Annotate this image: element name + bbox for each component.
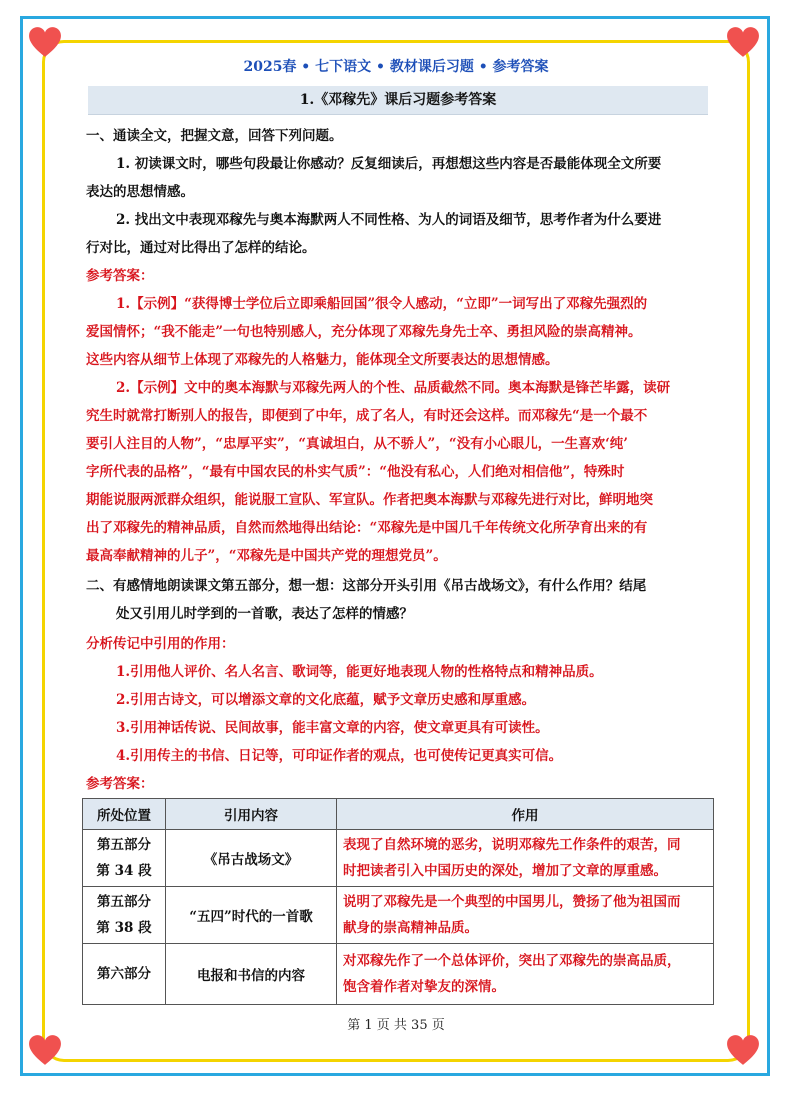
effect-text: 对邓稼先作了一个总体评价，突出了邓稼先的崇高品质， (343, 953, 681, 969)
answer-1-line: 爱国情怀；“我不能走”一句也特别感人，充分体现了邓稼先身先士卒、勇担风险的崇高精神。 (86, 324, 642, 340)
question-1-line2: 表达的思想情感。 (86, 184, 194, 200)
answer-label: 参考答案： (86, 268, 154, 284)
effect-text: 说明了邓稼先是一个典型的中国男儿，赞扬了他为祖国而 (343, 894, 681, 910)
content-cell: “五四”时代的一首歌 (166, 887, 337, 944)
column-header: 作用 (337, 799, 714, 830)
answer-1-line: 1.【示例】“获得博士学位后立即乘船回国”很令人感动，“立即”一词写出了邓稼先强烈的 (116, 296, 648, 312)
table-row (83, 944, 714, 1005)
answer-1-line: 这些内容从细节上体现了邓稼先的人格魅力，能体现全文所要表达的思想情感。 (86, 352, 559, 368)
answer-2-line: 2.【示例】文中的奥本海默与邓稼先两人的个性、品质截然不同。奥本海默是锋芒毕露，读研 (116, 380, 671, 396)
effect-text: 饱含着作者对挚友的深情。 (343, 979, 505, 995)
answer-2-line: 要引人注目的人物”，“忠厚平实”，“真诚坦白，从不骄人”，“没有小心眼儿，一生喜欢‘纯’ (86, 436, 628, 452)
position-text: 第 34 段 (96, 863, 152, 879)
content-cell: 电报和书信的内容 (166, 944, 337, 1005)
position-cell (83, 944, 166, 1005)
heart-icon (726, 26, 760, 58)
question-2-line1: 2. 找出文中表现邓稼先与奥本海默两人不同性格、为人的词语及细节，思考作者为什么要进 (116, 212, 662, 228)
position-cell (83, 887, 166, 944)
answer-label-2: 参考答案： (86, 776, 154, 792)
answer-2-line: 究生时就常打断别人的报告，即便到了中年，成了名人，有时还会这样。而邓稼先“是一个最不 (86, 408, 648, 424)
position-text: 第六部分 (97, 966, 151, 982)
answer-2-line: 出了邓稼先的精神品质，自然而然地得出结论：“邓稼先是中国几千年传统文化所孕育出来的有 (86, 520, 648, 536)
effect-text: 时把读者引入中国历史的深处，增加了文章的厚重感。 (343, 863, 667, 879)
content-cell: 《吊古战场文》 (166, 830, 337, 887)
effect-text: 表现了自然环境的恶劣，说明邓稼先工作条件的艰苦，同 (343, 837, 681, 853)
position-text: 第五部分 (97, 837, 151, 853)
analysis-point: 2.引用古诗文，可以增添文章的文化底蕴，赋予文章历史感和厚重感。 (116, 692, 536, 708)
column-header: 引用内容 (166, 799, 337, 830)
section-title: 1.《邓稼先》课后习题参考答案 (88, 86, 708, 115)
effect-cell (337, 887, 714, 944)
table-row (83, 830, 714, 887)
position-cell (83, 830, 166, 887)
heart-icon (28, 1034, 62, 1066)
answer-2-line: 最高奉献精神的儿子”，“邓稼先是中国共产党的理想党员”。 (86, 548, 447, 564)
analysis-point: 1.引用他人评价、名人名言、歌词等，能更好地表现人物的性格特点和精神品质。 (116, 664, 603, 680)
effect-cell (337, 944, 714, 1005)
position-text: 第五部分 (97, 894, 151, 910)
effect-cell (337, 830, 714, 887)
question-1-line1: 1. 初读课文时，哪些句段最让你感动？反复细读后，再想想这些内容是否最能体现全文所要 (116, 156, 662, 172)
position-text: 第 38 段 (96, 920, 152, 936)
column-header: 所处位置 (83, 799, 166, 830)
analysis-label: 分析传记中引用的作用： (86, 636, 235, 652)
table-header-row (83, 799, 714, 830)
analysis-point: 4.引用传主的书信、日记等，可印证作者的观点，也可使传记更真实可信。 (116, 748, 563, 764)
part1-heading: 一、通读全文，把握文意，回答下列问题。 (86, 128, 343, 144)
heart-icon (28, 26, 62, 58)
page-number: 第 1 页 共 35 页 (347, 1018, 445, 1033)
question-2-line2: 行对比，通过对比得出了怎样的结论。 (86, 240, 316, 256)
effect-text: 献身的崇高精神品质。 (343, 920, 478, 936)
analysis-point: 3.引用神话传说、民间故事，能丰富文章的内容，使文章更具有可读性。 (116, 720, 549, 736)
answer-2-line: 期能说服两派群众组织，能说服工宣队、军宣队。作者把奥本海默与邓稼先进行对比，鲜明地突 (86, 492, 653, 508)
part2-heading-line1: 二、有感情地朗读课文第五部分，想一想：这部分开头引用《吊古战场文》，有什么作用？结尾 (86, 578, 647, 594)
table-row (83, 887, 714, 944)
part2-heading-line2: 处又引用儿时学到的一首歌，表达了怎样的情感？ (116, 606, 413, 622)
document-title: 2025春 • 七下语文 • 教材课后习题 • 参考答案 (243, 59, 549, 75)
heart-icon (726, 1034, 760, 1066)
answer-2-line: 字所代表的品格”，“最有中国农民的朴实气质”：“他没有私心，人们绝对相信他”，特殊时 (86, 464, 625, 480)
answer-table (82, 798, 714, 1005)
